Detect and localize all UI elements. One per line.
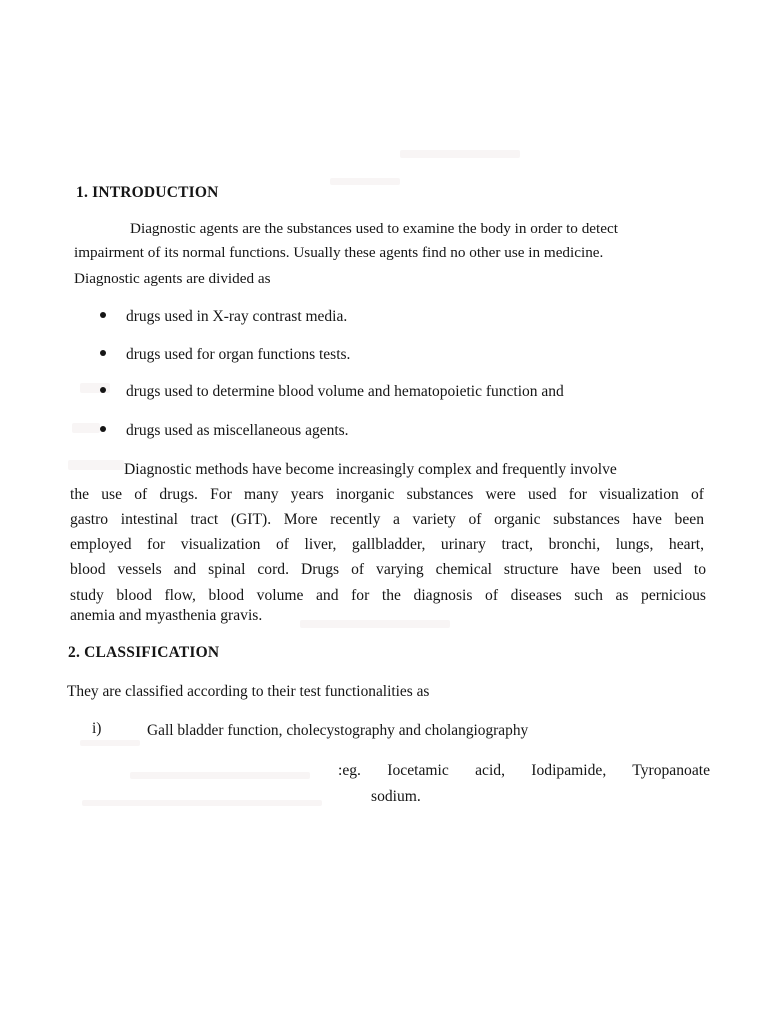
list-item-marker: i) <box>92 720 102 737</box>
list-item-text: drugs used as miscellaneous agents. <box>126 422 349 439</box>
bullet-icon <box>100 312 106 318</box>
list-item <box>0 346 768 366</box>
bleed-through-mark <box>300 620 450 628</box>
bleed-through-mark <box>130 772 310 779</box>
example-line: sodium. <box>371 788 421 805</box>
bleed-through-mark <box>68 460 124 470</box>
classification-intro: They are classified according to their test functionalities as <box>67 683 430 700</box>
list-item <box>0 383 768 403</box>
bullet-icon <box>100 350 106 356</box>
paragraph-line: study blood flow, blood volume and for the diagnosis of diseases such as pernicious <box>70 587 706 604</box>
section-heading-introduction: 1. INTRODUCTION <box>76 184 219 201</box>
list-item <box>0 308 768 328</box>
bleed-through-mark <box>82 800 322 806</box>
bleed-through-mark <box>330 178 400 185</box>
bullet-icon <box>100 426 106 432</box>
section-heading-classification: 2. CLASSIFICATION <box>68 644 220 661</box>
paragraph-line: blood vessels and spinal cord. Drugs of varying chemical structure have been used to <box>70 561 706 578</box>
list-item-text: drugs used to determine blood volume and hematopoietic function and <box>126 383 564 400</box>
paragraph-line: Diagnostic agents are divided as <box>74 270 271 287</box>
paragraph-line: anemia and myasthenia gravis. <box>70 607 263 624</box>
example-line: :eg. Iocetamic acid, Iodipamide, Tyropanoate <box>338 762 710 779</box>
bullet-icon <box>100 387 106 393</box>
paragraph-line: employed for visualization of liver, gallbladder, urinary tract, bronchi, lungs, heart, <box>70 536 704 553</box>
paragraph-line: Diagnostic agents are the substances used to examine the body in order to detect <box>130 220 618 237</box>
bleed-through-mark <box>80 740 140 746</box>
paragraph-line: the use of drugs. For many years inorganic substances were used for visualization of <box>70 486 704 503</box>
list-item-text: Gall bladder function, cholecystography and cholangiography <box>147 722 529 739</box>
list-item <box>0 422 768 442</box>
paragraph-line: gastro intestinal tract (GIT). More recently a variety of organic substances have been <box>70 511 704 528</box>
list-item-text: drugs used for organ functions tests. <box>126 346 351 363</box>
list-item-text: drugs used in X-ray contrast media. <box>126 308 348 325</box>
paragraph-line: Diagnostic methods have become increasingly complex and frequently involve <box>124 461 617 478</box>
bleed-through-mark <box>400 150 520 158</box>
paragraph-line: impairment of its normal functions. Usually these agents find no other use in medicine. <box>74 244 604 261</box>
